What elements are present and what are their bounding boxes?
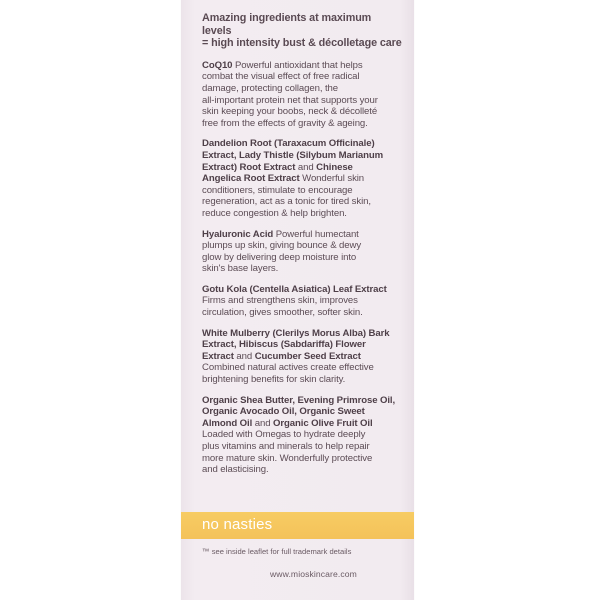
ingredient-name: Hyaluronic Acid (202, 228, 274, 240)
ingredient-line (202, 453, 402, 465)
ingredient-line (202, 374, 402, 386)
ingredient-name: Extract, Lady Thistle (Silybum Marianum (202, 149, 384, 161)
ingredient-section (202, 284, 402, 319)
website-url: www.mioskincare.com (270, 569, 357, 579)
ingredient-line (202, 351, 402, 363)
ingredient-description: Wonderful skin (299, 173, 365, 185)
ingredient-line (202, 307, 402, 319)
headline-line: Amazing ingredients at maximum levels (202, 12, 372, 37)
ingredient-line (202, 229, 402, 241)
ingredient-name: White Mulberry (Clerilys Morus Alba) Bark (202, 327, 390, 339)
ingredient-name: Gotu Kola (Centella Asiatica) Leaf Extract (202, 283, 387, 295)
ingredient-line (202, 185, 402, 197)
ingredient-description: regeneration, act as a tonic for tired skin, (202, 196, 371, 208)
ingredient-description: reduce congestion & help brighten. (202, 207, 347, 219)
ingredient-name: Dandelion Root (Taraxacum Officinale) (202, 138, 375, 150)
ingredient-name: Extract, Hibiscus (Sabdariffa) Flower (202, 339, 366, 351)
ingredient-section (202, 138, 402, 219)
ingredient-description: plus vitamins and minerals to help repair (202, 441, 370, 452)
ingredient-line (202, 150, 402, 162)
ingredient-line (202, 71, 402, 83)
ingredient-line (202, 95, 402, 107)
ingredient-line (202, 162, 402, 174)
ingredient-description: circulation, gives smoother, softer skin. (202, 307, 363, 319)
ingredient-line (202, 263, 402, 275)
ingredient-line (202, 362, 402, 374)
ingredient-description: conditioners, stimulate to encourage (202, 184, 353, 196)
ingredient-description: glow by delivering deep moisture into (202, 251, 357, 263)
ingredient-description: free from the effects of gravity & ageing. (202, 117, 368, 129)
ingredient-description: skin's base layers. (202, 263, 279, 275)
ingredient-sections (202, 60, 402, 476)
ingredient-line (202, 240, 402, 252)
ingredient-description: brightening benefits for skin clarity. (202, 374, 346, 386)
ingredient-line (202, 395, 402, 407)
ingredient-description: and elasticising. (202, 464, 269, 476)
ingredient-description: Combined natural actives create effective (202, 362, 374, 374)
ingredient-line (202, 60, 402, 72)
ingredient-line (202, 328, 402, 340)
ingredient-line (202, 173, 402, 185)
ingredient-description: Powerful humectant (273, 228, 359, 240)
ingredient-description: skin keeping your boobs, neck & décolleté (202, 106, 378, 118)
ingredient-line (202, 118, 402, 130)
ingredient-name: Angelica Root Extract (202, 173, 300, 185)
ingredient-name: Organic Shea Butter, Evening Primrose Oil, (202, 394, 396, 406)
ingredient-name: Chinese (316, 161, 353, 173)
headline (202, 12, 402, 50)
ingredient-description: Loaded with Omegas to hydrate deeply (202, 429, 366, 441)
ingredient-line (202, 441, 402, 453)
ingredient-line (202, 339, 402, 351)
ingredient-description: damage, protecting collagen, the (202, 82, 339, 94)
ingredient-line (202, 464, 402, 476)
ingredient-description: plumps up skin, giving bounce & dewy (202, 240, 362, 252)
ingredient-section (202, 328, 402, 386)
ingredient-description: and (295, 161, 317, 173)
ingredients-copy (202, 12, 402, 485)
ingredient-section (202, 229, 402, 275)
ingredient-name: Organic Avocado Oil, Organic Sweet (202, 406, 365, 418)
ingredient-line (202, 252, 402, 264)
ingredient-line (202, 429, 402, 441)
ingredient-section (202, 60, 402, 130)
ingredient-name: Cucumber Seed Extract (254, 350, 361, 362)
ingredient-section (202, 395, 402, 476)
ingredient-name: CoQ10 (202, 59, 233, 71)
trademark-note: ™ see inside leaflet for full trademark details (202, 547, 352, 556)
ingredient-line (202, 83, 402, 95)
ingredient-line (202, 106, 402, 118)
ingredient-line (202, 295, 402, 307)
ingredient-name: Organic Olive Fruit Oil (273, 417, 373, 429)
headline-line: = high intensity bust & décolletage care (202, 37, 402, 50)
ingredient-description: and (252, 417, 274, 429)
ingredient-description: and (233, 350, 255, 362)
ingredient-line (202, 208, 402, 220)
ingredient-line (202, 138, 402, 150)
ingredient-line (202, 196, 402, 208)
ingredient-description: Firms and strengthens skin, improves (202, 295, 358, 307)
ingredient-line (202, 418, 402, 430)
no-nasties-label: no nasties (202, 516, 273, 533)
ingredient-line (202, 284, 402, 296)
ingredient-description: Powerful antioxidant that helps (232, 59, 363, 71)
ingredient-description: all-important protein net that supports your (202, 94, 378, 106)
ingredient-name: Almond Oil (202, 417, 253, 429)
ingredient-name: Extract) Root Extract (202, 161, 296, 173)
ingredient-name: Extract (202, 350, 234, 362)
ingredient-line (202, 406, 402, 418)
ingredient-description: more mature skin. Wonderfully protective (202, 452, 373, 464)
ingredient-description: combat the visual effect of free radical (202, 71, 360, 83)
